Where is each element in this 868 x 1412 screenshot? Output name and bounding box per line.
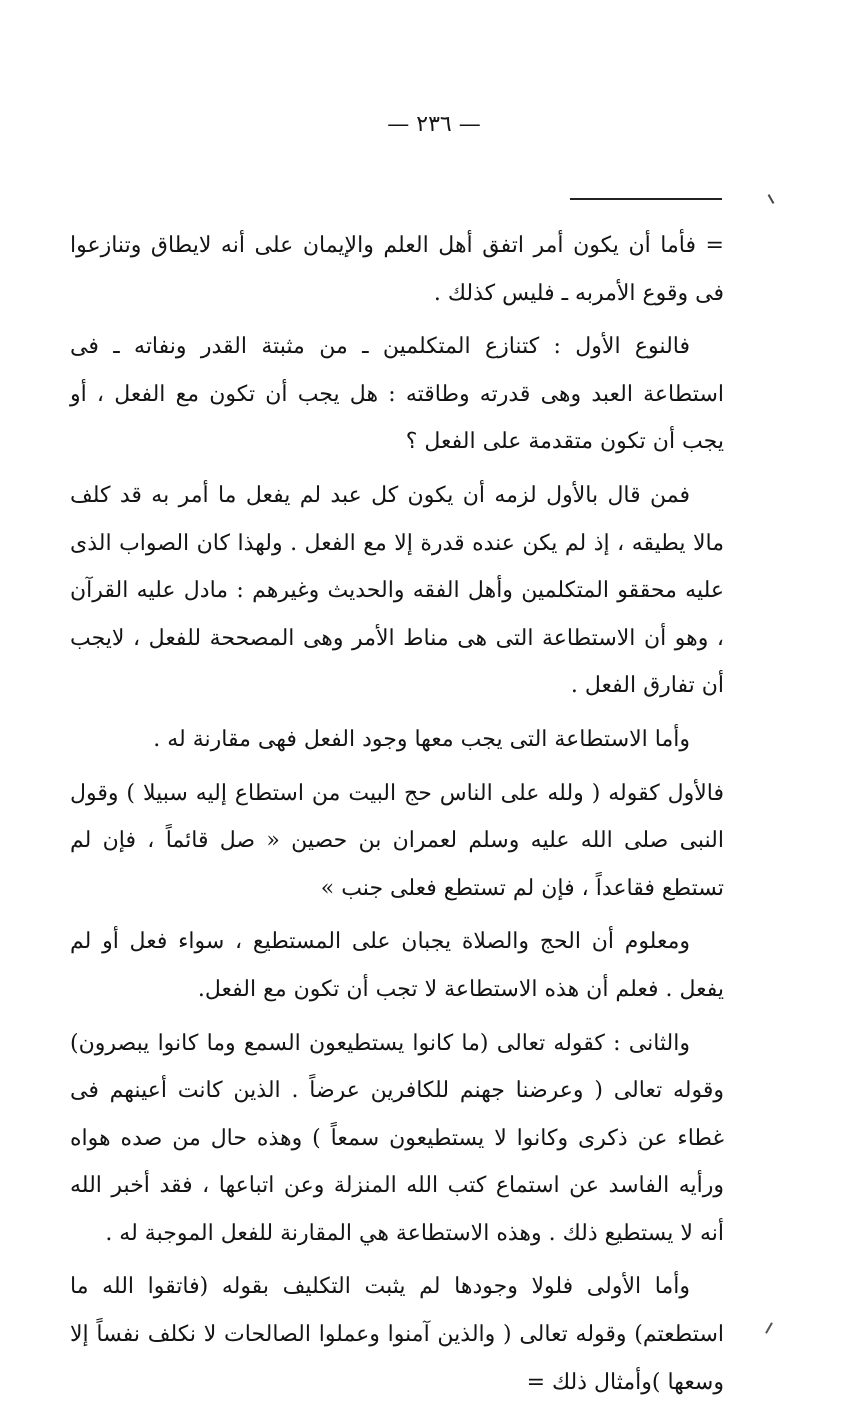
paragraph: ومعلوم أن الحج والصلاة يجبان على المستطيع ، سواء فعل أو لم يفعل . فعلم أن هذه الاستطاعة لا تجب أن تكون مع الفعل. (70, 929, 724, 1002)
paragraph: فالأول كقوله ( ولله على الناس حج البيت من استطاع إليه سبيلا ) وقول النبى صلى الله عليه وسلم لعمران بن حصين « صل قائماً ، فإن لم تستطع فقاعداً ، فإن لم تستطع فعلى جنب » (70, 780, 724, 901)
page-body (70, 222, 724, 1412)
paragraph: فالنوع الأول : كتنازع المتكلمين ـ من مثبتة القدر ونفاته ـ فى استطاعة العبد وهى قدرته وطاقته : هل يجب أن تكون مع الفعل ، أو يجب أن تكون متقدمة على الفعل ؟ (70, 334, 724, 455)
margin-mark (768, 194, 775, 204)
paragraph: وأما الاستطاعة التى يجب معها وجود الفعل فهى مقارنة له . (153, 726, 690, 752)
top-rule (570, 198, 722, 200)
page-number: — ٢٣٦ — (387, 112, 481, 137)
paragraph: فمن قال بالأول لزمه أن يكون كل عبد لم يفعل ما أمر به قد كلف مالا يطيقه ، إذ لم يكن عنده قدرة إلا مع الفعل . ولهذا كان الصواب الذى عليه محققو المتكلمين وأهل الفقه والحديث وغيرهم : مادل عليه القرآن ، وهو أن الاستطاعة التى هى مناط الأمر وهى المصححة للفعل ، لايجب أن تفارق الفعل . (70, 482, 724, 699)
paragraph: وأما الأولى فلولا وجودها لم يثبت التكليف بقوله (فاتقوا الله ما استطعتم) وقوله تعالى ( والذين آمنوا وعملوا الصالحات لا نكلف نفساً إلا وسعها )وأمثال ذلك = (70, 1274, 724, 1395)
paragraph-continuation: = فأما أن يكون أمر اتفق أهل العلم والإيمان على أنه لايطاق وتنازعوا فى وقوع الأمربه ـ فليس كذلك . (70, 233, 724, 306)
margin-mark (765, 1322, 773, 1333)
paragraph: والثانى : كقوله تعالى (ما كانوا يستطيعون السمع وما كانوا يبصرون) وقوله تعالى ( وعرضنا جهنم للكافرين عرضاً . الذين كانت أعينهم فى غطاء عن ذكرى وكانوا لا يستطيعون سمعاً ) وهذه حال من صده هواه ورأيه الفاسد عن استماع كتب الله المنزلة وعن اتباعها ، فقد أخبر الله أنه لا يستطيع ذلك . وهذه الاستطاعة هي المقارنة للفعل الموجبة له . (70, 1030, 724, 1246)
